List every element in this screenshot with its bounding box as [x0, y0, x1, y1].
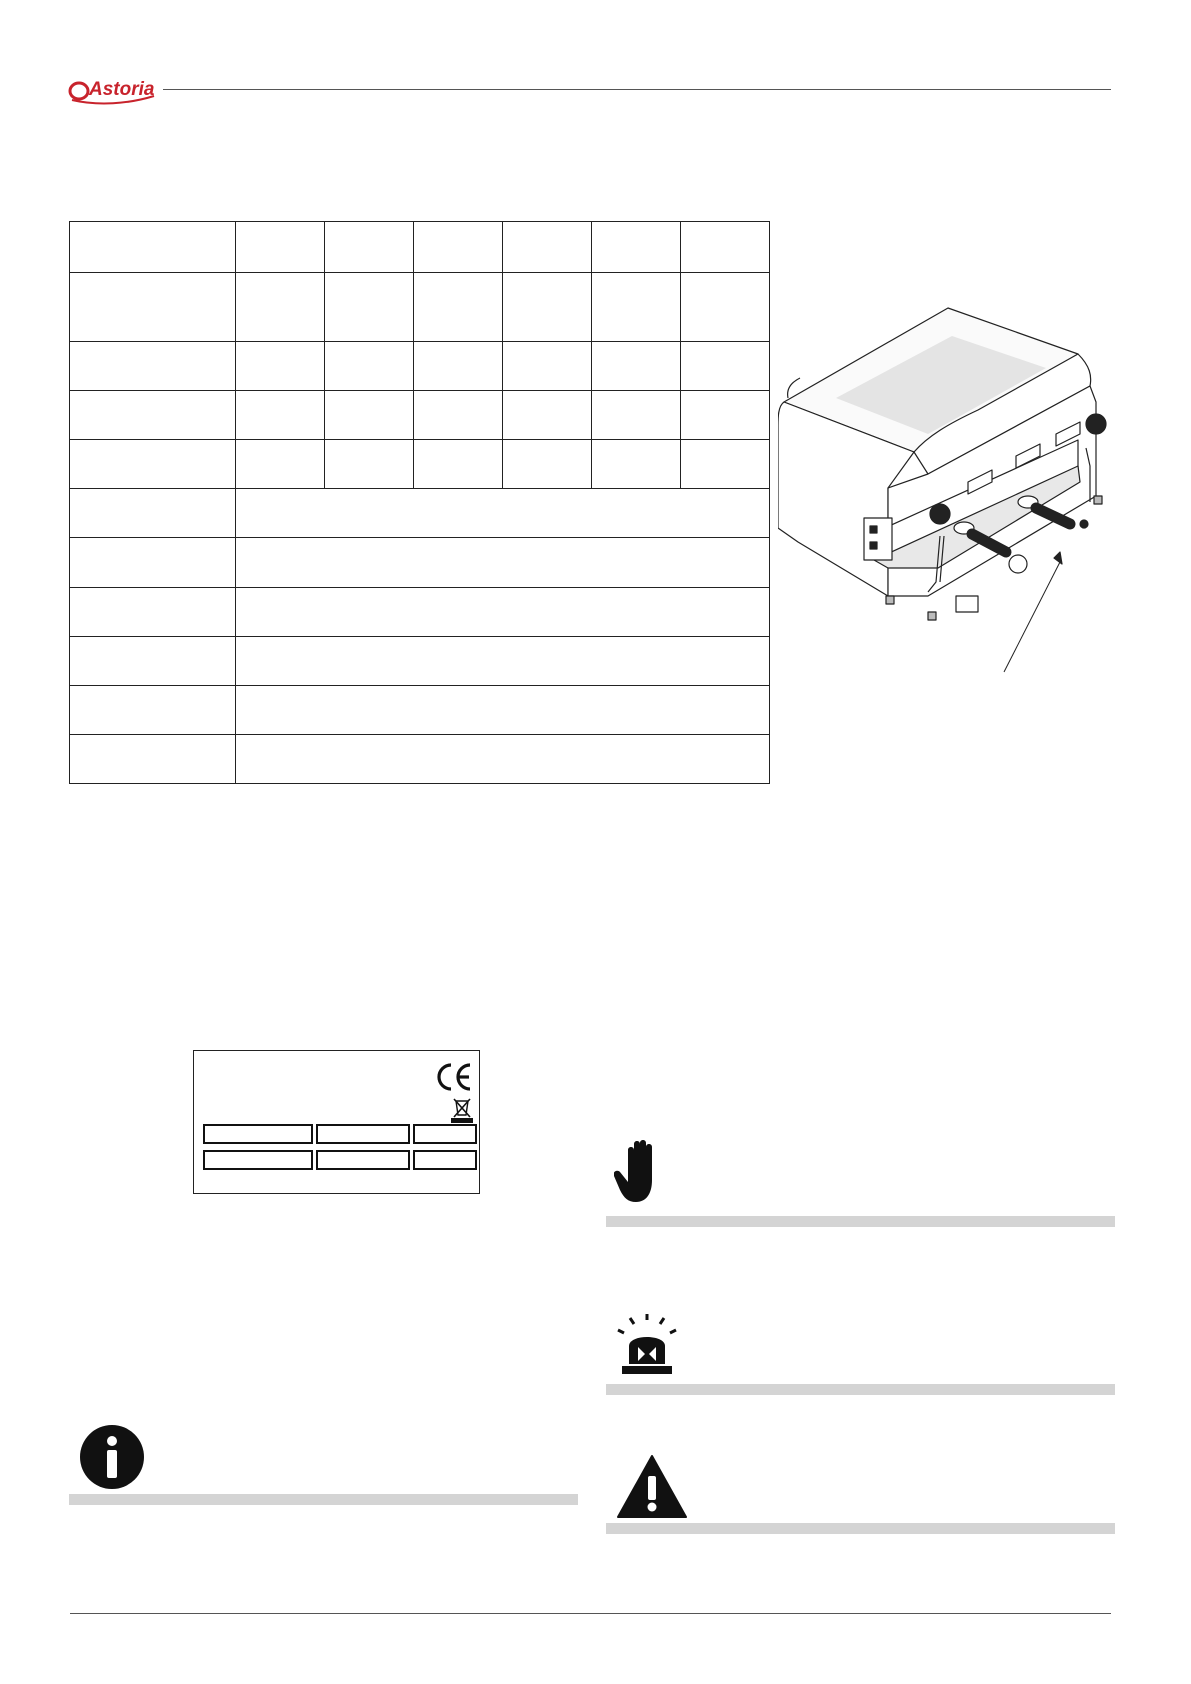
table-row-merged — [70, 637, 770, 686]
row-label-cell — [70, 686, 236, 735]
info-circle-icon — [79, 1424, 145, 1490]
row-label-cell — [70, 222, 236, 273]
notice-bar — [606, 1523, 1115, 1534]
table-row-merged — [70, 489, 770, 538]
table-row-merged — [70, 735, 770, 784]
row-label-cell — [70, 342, 236, 391]
row-label-cell — [70, 391, 236, 440]
merged-value-cell — [236, 538, 770, 588]
merged-value-cell — [236, 735, 770, 784]
warning-triangle-icon — [616, 1454, 688, 1520]
table-row-merged — [70, 538, 770, 588]
plate-field — [316, 1150, 410, 1170]
table-row — [70, 222, 770, 273]
notice-bar — [606, 1384, 1115, 1395]
row-label-cell — [70, 489, 236, 538]
table-row — [70, 440, 770, 489]
brand-name: Astoria — [89, 79, 155, 100]
notice-bar — [69, 1494, 578, 1505]
rating-plate — [193, 1050, 480, 1194]
row-label-cell — [70, 637, 236, 686]
row-label-cell — [70, 538, 236, 588]
table-row-merged — [70, 588, 770, 637]
hand-stop-icon — [614, 1140, 670, 1204]
footer-rule — [70, 1613, 1111, 1614]
merged-value-cell — [236, 637, 770, 686]
merged-value-cell — [236, 686, 770, 735]
plate-field — [203, 1124, 313, 1144]
table-row — [70, 391, 770, 440]
table-row — [70, 273, 770, 342]
row-label-cell — [70, 440, 236, 489]
plate-field — [203, 1150, 313, 1170]
row-label-cell — [70, 273, 236, 342]
table-row — [70, 342, 770, 391]
plate-field — [413, 1124, 477, 1144]
ce-mark-icon — [434, 1060, 474, 1094]
astoria-logo — [68, 76, 158, 106]
row-label-cell — [70, 588, 236, 637]
merged-value-cell — [236, 588, 770, 637]
merged-value-cell — [236, 489, 770, 538]
spec-table — [69, 221, 770, 784]
plate-field — [413, 1150, 477, 1170]
notice-bar — [606, 1216, 1115, 1227]
header-rule — [163, 89, 1111, 90]
espresso-machine-illustration — [778, 306, 1118, 678]
row-label-cell — [70, 735, 236, 784]
weee-bin-icon — [451, 1095, 473, 1123]
plate-field — [316, 1124, 410, 1144]
table-row-merged — [70, 686, 770, 735]
beacon-alarm-icon — [616, 1312, 678, 1378]
